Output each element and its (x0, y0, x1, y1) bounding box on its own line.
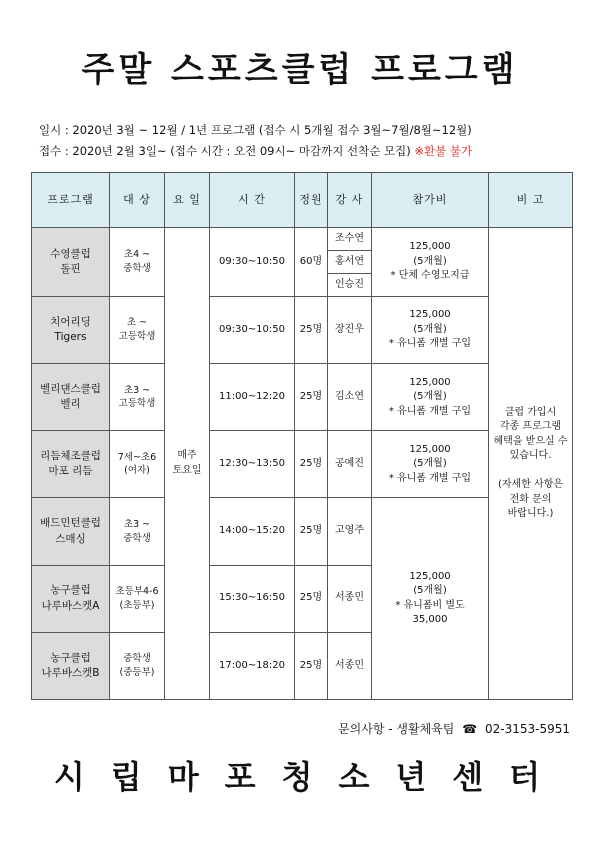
time-cell: 14:00~15:20 (210, 498, 295, 565)
schedule-info: 일시 : 2020년 3월 ~ 12월 / 1년 프로그램 (접수 시 5개월 접수 3월~7월/8월~12월) (39, 123, 472, 137)
note-cell: 클럽 가입시 각종 프로그램 혜택을 받으실 수 있습니다. (자세한 사항은 전화 문의 바랍니다.) (489, 228, 573, 700)
header-program: 프로그램 (32, 173, 110, 228)
time-cell: 15:30~16:50 (210, 565, 295, 632)
header-note: 비 고 (489, 173, 573, 228)
time-cell: 11:00~12:20 (210, 364, 295, 431)
center-name: 시립마포청소년센터 (53, 758, 567, 796)
instructor-cell: 서종민 (328, 632, 372, 699)
header-instructor: 강 사 (328, 173, 372, 228)
header-time: 시 간 (210, 173, 295, 228)
target-group: 초3 ~ 중학생 (110, 498, 165, 565)
table-row (32, 228, 573, 251)
time-cell: 12:30~13:50 (210, 431, 295, 498)
capacity-cell: 25명 (295, 431, 328, 498)
time-cell: 09:30~10:50 (210, 228, 295, 297)
time-cell: 09:30~10:50 (210, 297, 295, 364)
no-refund-warning: ※환불 불가 (414, 144, 473, 158)
header-row (32, 173, 573, 228)
program-table (31, 172, 573, 700)
capacity-cell: 25명 (295, 364, 328, 431)
target-group: 초4 ~ 중학생 (110, 228, 165, 297)
program-name: 농구클럽 나루바스켓B (32, 632, 110, 699)
time-cell: 17:00~18:20 (210, 632, 295, 699)
fee-cell: 125,000 (5개월) * 단체 수영모지급 (372, 228, 489, 297)
page-title: 주말 스포츠클럽 프로그램 (81, 50, 519, 90)
target-group: 초등부4-6 (초등부) (110, 565, 165, 632)
instructor-cell: 고영주 (328, 498, 372, 565)
instructor-cell: 인승진 (328, 274, 372, 297)
instructor-cell: 홍서연 (328, 251, 372, 274)
registration-text: 접수 : 2020년 2월 3일~ (접수 시간 : 오전 09시~ 마감까지 선착순 모집) (39, 144, 415, 158)
fee-cell: 125,000 (5개월) * 유니폼 개별 구입 (372, 297, 489, 364)
contact-phone: 02-3153-5951 (484, 722, 570, 736)
registration-info (39, 143, 472, 159)
fee-cell: 125,000 (5개월) * 유니폼 개별 구입 (372, 431, 489, 498)
fee-cell: 125,000 (5개월) * 유니폼 개별 구입 (372, 364, 489, 431)
program-name: 배드민턴클럽 스매싱 (32, 498, 110, 565)
contact-label: 문의사항 - 생활체육팀 (338, 722, 455, 736)
phone-icon: ☎ (462, 722, 478, 736)
instructor-cell: 조수연 (328, 228, 372, 251)
instructor-cell: 서종민 (328, 565, 372, 632)
header-target: 대 상 (110, 173, 165, 228)
target-group: 초3 ~ 고등학생 (110, 364, 165, 431)
header-day: 요 일 (165, 173, 210, 228)
header-fee: 참가비 (372, 173, 489, 228)
contact-info (338, 720, 570, 737)
program-name: 리듬체조클럽 마포 리듬 (32, 431, 110, 498)
instructor-cell: 장진우 (328, 297, 372, 364)
program-name: 치어리딩 Tigers (32, 297, 110, 364)
target-group: 초 ~ 고등학생 (110, 297, 165, 364)
program-name: 농구클럽 나루바스켓A (32, 565, 110, 632)
capacity-cell: 25명 (295, 297, 328, 364)
target-group: 7세~초6 (여자) (110, 431, 165, 498)
instructor-cell: 김소연 (328, 364, 372, 431)
capacity-cell: 25명 (295, 632, 328, 699)
instructor-cell: 공예진 (328, 431, 372, 498)
program-name: 벨리댄스클럽 벨리 (32, 364, 110, 431)
capacity-cell: 25명 (295, 498, 328, 565)
program-name: 수영클럽 돌핀 (32, 228, 110, 297)
fee-cell-shared: 125,000 (5개월) * 유니폼비 별도 35,000 (372, 498, 489, 700)
header-capacity: 정원 (295, 173, 328, 228)
day-cell: 매주 토요일 (165, 228, 210, 700)
capacity-cell: 25명 (295, 565, 328, 632)
target-group: 중학생 (중등부) (110, 632, 165, 699)
capacity-cell: 60명 (295, 228, 328, 297)
